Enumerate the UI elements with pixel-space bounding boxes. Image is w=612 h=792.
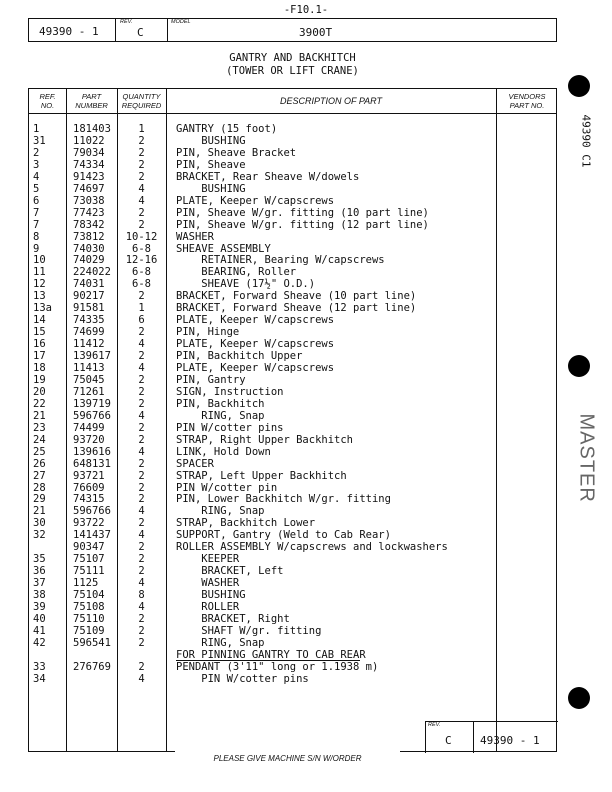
row-part-number: 75110 (73, 612, 105, 625)
row-description: STRAP, Backhitch Lower (176, 517, 316, 530)
doc-number: 49390 - 1 (39, 25, 99, 38)
row-description: ROLLER ASSEMBLY W/capscrews and lockwashers (176, 541, 448, 554)
row-description: SUPPORT, Gantry (Weld to Cab Rear) (176, 529, 391, 542)
row-ref: 29 (33, 493, 46, 506)
row-quantity: 4 (138, 672, 145, 685)
row-ref: 28 (33, 481, 46, 494)
row-description: KEEPER (176, 553, 240, 566)
row-ref: 42 (33, 636, 46, 649)
row-part-number: 75104 (73, 589, 105, 602)
model-label: MODEL (171, 19, 191, 25)
row-ref: 14 (33, 314, 46, 327)
section-title: GANTRY AND BACKHITCH (229, 52, 356, 64)
row-part-number: 74031 (73, 278, 105, 291)
row-ref: 35 (33, 553, 46, 566)
row-ref: 13a (33, 302, 52, 315)
row-description: PIN, Lower Backhitch W/gr. fitting (176, 493, 391, 506)
row-description: BRACKET, Left (176, 565, 284, 578)
row-quantity: 6-8 (132, 278, 151, 291)
row-part-number: 596766 (73, 505, 111, 518)
row-quantity: 6 (138, 314, 145, 327)
row-quantity: 8 (138, 589, 145, 602)
row-ref: 21 (33, 409, 46, 422)
row-ref: 27 (33, 469, 46, 482)
row-part-number: 74030 (73, 242, 105, 255)
row-ref: 36 (33, 565, 46, 578)
row-description: PENDANT (3'11" long or 1.1938 m) (176, 660, 379, 673)
row-quantity: 2 (138, 350, 145, 363)
footer-rev-value: C (445, 734, 452, 747)
rev-value: C (137, 26, 144, 39)
row-quantity: 2 (138, 636, 145, 649)
row-description: PLATE, Keeper W/capscrews (176, 362, 335, 374)
row-part-number: 76609 (73, 481, 105, 494)
row-description: SIGN, Instruction (176, 385, 284, 398)
row-quantity: 2 (138, 612, 145, 625)
row-description: BEARING, Roller (176, 266, 297, 279)
footer-rev-label: REV. (428, 722, 441, 728)
row-quantity: 4 (138, 529, 145, 542)
header-box (28, 18, 557, 42)
row-ref: 25 (33, 445, 46, 458)
row-quantity: 2 (138, 134, 145, 147)
heading-underline (176, 660, 360, 661)
row-quantity: 2 (138, 397, 145, 410)
row-quantity: 4 (138, 338, 145, 351)
col-vendors: VENDORS PART NO. (508, 92, 546, 110)
col-description: DESCRIPTION OF PART (279, 96, 382, 106)
row-description: RETAINER, Bearing W/capscrews (176, 254, 385, 267)
row-quantity: 2 (138, 421, 145, 434)
row-quantity: 2 (138, 517, 145, 530)
row-part-number: 75107 (73, 553, 105, 566)
footer-notice: PLEASE GIVE MACHINE S/N W/ORDER (175, 746, 400, 756)
row-part-number: 93720 (73, 433, 105, 446)
row-quantity: 4 (138, 409, 145, 422)
row-part-number: 139617 (73, 350, 111, 363)
binder-hole-top (568, 75, 590, 97)
model-value: 3900T (299, 26, 333, 39)
row-ref: 22 (33, 397, 46, 410)
row-ref: 8 (33, 230, 40, 243)
row-ref: 24 (33, 433, 46, 446)
row-description: PLATE, Keeper W/capscrews (176, 194, 335, 207)
row-description: WASHER (176, 577, 240, 590)
footer-doc-number: 49390 - 1 (480, 734, 540, 747)
row-description: PIN W/cotter pins (176, 672, 309, 685)
row-part-number: 596766 (73, 409, 111, 422)
row-ref: 4 (33, 170, 40, 183)
row-description: BUSHING (176, 589, 246, 602)
row-part-number: 93721 (73, 469, 105, 482)
binder-hole-bottom (568, 687, 590, 709)
row-ref: 6 (33, 194, 40, 207)
row-description: BRACKET, Forward Sheave (10 part line) (176, 290, 417, 303)
row-part-number: 74699 (73, 326, 105, 339)
row-part-number: 90347 (73, 541, 105, 554)
row-quantity: 2 (138, 493, 145, 506)
binder-hole-middle (568, 355, 590, 377)
row-part-number: 74499 (73, 421, 105, 434)
row-ref: 21 (33, 505, 46, 518)
rev-label: REV. (120, 19, 133, 25)
row-quantity: 2 (138, 553, 145, 566)
row-ref: 31 (33, 134, 46, 147)
row-part-number: 93722 (73, 517, 105, 530)
master-stamp: MASTER (575, 413, 598, 503)
row-ref: 7 (33, 206, 40, 219)
row-quantity: 2 (138, 481, 145, 494)
row-ref: 13 (33, 290, 46, 303)
row-description: PLATE, Keeper W/capscrews (176, 338, 335, 351)
row-ref: 18 (33, 362, 46, 374)
row-description: SHAFT W/gr. fitting (176, 624, 322, 637)
row-description: PIN, Sheave Bracket (176, 146, 297, 159)
row-quantity (117, 649, 166, 661)
row-description: PIN, Gantry (176, 373, 246, 386)
row-quantity: 4 (138, 577, 145, 590)
row-ref: 3 (33, 158, 40, 171)
row-description: PIN, Backhitch (176, 397, 265, 410)
row-quantity: 6-8 (132, 242, 151, 255)
row-ref: 9 (33, 242, 40, 255)
row-part-number: 75045 (73, 373, 105, 386)
row-quantity: 2 (138, 385, 145, 398)
row-quantity: 4 (138, 362, 145, 374)
row-description: PIN, Hinge (176, 326, 240, 339)
row-description: RING, Snap (176, 409, 265, 422)
row-part-number: 11022 (73, 134, 105, 147)
row-ref: 23 (33, 421, 46, 434)
row-ref: 34 (33, 672, 46, 685)
row-quantity: 4 (138, 505, 145, 518)
row-description: BUSHING (176, 182, 246, 195)
row-quantity: 2 (138, 457, 145, 470)
row-part-number: 74315 (73, 493, 105, 506)
row-quantity: 2 (138, 218, 145, 231)
row-ref: 17 (33, 350, 46, 363)
row-part-number: 276769 (73, 660, 111, 673)
row-quantity: 2 (138, 146, 145, 159)
row-quantity: 4 (138, 182, 145, 195)
row-description: PIN W/cotter pins (176, 421, 284, 434)
row-ref: 20 (33, 385, 46, 398)
row-quantity: 4 (138, 194, 145, 207)
row-description: BUSHING (176, 134, 246, 147)
row-quantity: 4 (138, 445, 145, 458)
row-ref: 11 (33, 266, 46, 279)
row-quantity: 2 (138, 541, 145, 554)
row-description: RING, Snap (176, 505, 265, 518)
col-ref: REF. NO. (39, 92, 56, 110)
col-qty: QUANTITY REQUIRED (121, 92, 162, 110)
row-part-number: 74334 (73, 158, 105, 171)
row-description: BRACKET, Forward Sheave (12 part line) (176, 302, 417, 315)
row-quantity: 1 (138, 123, 145, 135)
row-ref: 2 (33, 146, 40, 159)
row-quantity: 2 (138, 373, 145, 386)
row-ref: 32 (33, 529, 46, 542)
row-part-number: 75109 (73, 624, 105, 637)
row-part-number: 1125 (73, 577, 99, 590)
row-part-number: 73038 (73, 194, 105, 207)
row-part-number: 91423 (73, 170, 105, 183)
row-ref: 30 (33, 517, 46, 530)
row-ref: 26 (33, 457, 46, 470)
row-ref: 5 (33, 182, 40, 195)
row-part-number: 648131 (73, 457, 111, 470)
row-ref: 40 (33, 612, 46, 625)
row-quantity: 2 (138, 469, 145, 482)
row-part-number: 73812 (73, 230, 105, 243)
row-description: ROLLER (176, 601, 240, 613)
row-quantity: 2 (138, 433, 145, 446)
footer-box (425, 721, 558, 753)
row-part-number: 75111 (73, 565, 105, 578)
row-part-number: 79034 (73, 146, 105, 159)
row-quantity: 2 (138, 660, 145, 673)
row-ref: 1 (33, 123, 40, 135)
row-description: FOR PINNING GANTRY TO CAB REAR (176, 648, 366, 661)
row-ref: 37 (33, 577, 46, 590)
row-quantity: 2 (138, 326, 145, 339)
row-description: SHEAVE (17½" O.D.) (176, 278, 316, 291)
row-description: GANTRY (15 foot) (176, 123, 278, 135)
row-part-number: 181403 (73, 123, 111, 135)
row-part-number: 224022 (73, 266, 111, 279)
col-part: PART NUMBER (75, 92, 108, 110)
row-description: PIN, Sheave (176, 158, 246, 171)
row-description: SPACER (176, 457, 214, 470)
row-part-number: 11413 (73, 362, 105, 374)
row-description: PIN, Sheave W/gr. fitting (12 part line) (176, 218, 429, 231)
row-quantity: 2 (138, 170, 145, 183)
row-part-number: 596541 (73, 636, 111, 649)
row-description: STRAP, Left Upper Backhitch (176, 469, 347, 482)
row-description: WASHER (176, 230, 214, 243)
row-part-number: 141437 (73, 529, 111, 542)
row-part-number (73, 673, 117, 685)
row-description: STRAP, Right Upper Backhitch (176, 433, 354, 446)
row-ref: 33 (33, 660, 46, 673)
row-description: RING, Snap (176, 636, 265, 649)
row-quantity: 12-16 (125, 254, 158, 267)
row-ref: 16 (33, 338, 46, 351)
row-description: SHEAVE ASSEMBLY (176, 242, 271, 255)
side-code: 49390 C1 (579, 114, 593, 168)
row-description: PLATE, Keeper W/capscrews (176, 314, 335, 327)
row-part-number (73, 649, 117, 661)
row-ref: 41 (33, 624, 46, 637)
row-quantity: 2 (138, 565, 145, 578)
row-description: LINK, Hold Down (176, 445, 271, 458)
row-part-number: 139719 (73, 397, 111, 410)
row-quantity: 2 (138, 624, 145, 637)
row-ref: 19 (33, 373, 46, 386)
row-part-number: 71261 (73, 385, 105, 398)
row-description: BRACKET, Right (176, 612, 290, 625)
row-part-number: 90217 (73, 290, 105, 303)
row-quantity: 4 (138, 601, 145, 613)
row-description: PIN, Sheave W/gr. fitting (10 part line) (176, 206, 429, 219)
row-description: BRACKET, Rear Sheave W/dowels (176, 170, 360, 183)
row-quantity: 2 (138, 290, 145, 303)
row-quantity: 2 (138, 158, 145, 171)
row-part-number: 77423 (73, 206, 105, 219)
row-quantity: 2 (138, 206, 145, 219)
row-quantity: 1 (138, 302, 145, 315)
row-ref: 12 (33, 278, 46, 291)
row-ref: 7 (33, 218, 40, 231)
row-quantity: 6-8 (132, 266, 151, 279)
row-part-number: 139616 (73, 445, 111, 458)
row-part-number: 11412 (73, 338, 105, 351)
row-ref (33, 541, 65, 553)
parts-table (28, 88, 557, 752)
page-code: -F10.1- (283, 4, 329, 16)
row-ref: 38 (33, 589, 46, 602)
row-description: PIN W/cotter pin (176, 481, 278, 494)
row-ref: 39 (33, 601, 46, 613)
row-part-number: 75108 (73, 601, 105, 613)
row-quantity: 10-12 (125, 230, 158, 243)
row-ref (33, 649, 65, 661)
row-part-number: 78342 (73, 218, 105, 231)
row-part-number: 91581 (73, 302, 105, 315)
row-part-number: 74029 (73, 254, 105, 267)
row-ref: 10 (33, 254, 46, 267)
row-description: PIN, Backhitch Upper (176, 350, 303, 363)
row-part-number: 74697 (73, 182, 105, 195)
section-subtitle: (TOWER OR LIFT CRANE) (226, 65, 359, 77)
row-ref: 15 (33, 326, 46, 339)
row-part-number: 74335 (73, 314, 105, 327)
